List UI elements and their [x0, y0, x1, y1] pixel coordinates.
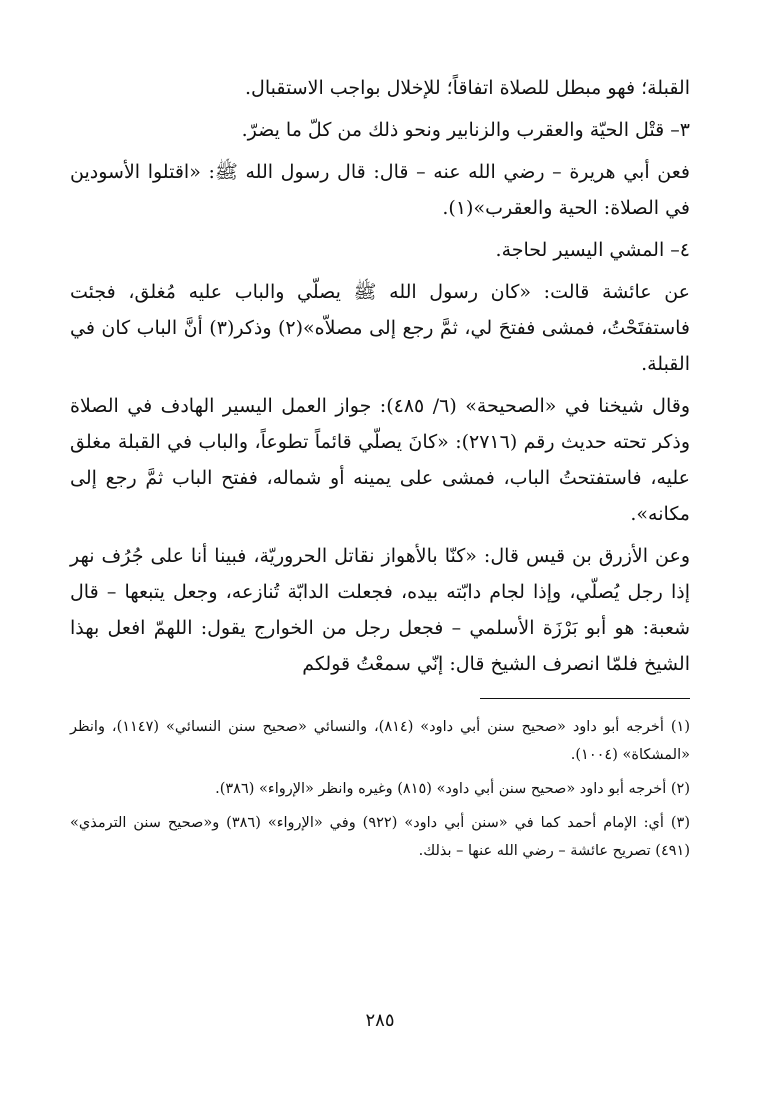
- paragraph-abu-hurairah-hadith: فعن أبي هريرة – رضي الله عنه – قال: قال رسول الله ﷺ: «اقتلوا الأسودين في الصلاة: الحية والعقرب»(١).: [70, 161, 690, 219]
- main-text: [70, 70, 690, 682]
- footnote-divider: [480, 698, 690, 699]
- footnotes: [70, 713, 690, 865]
- footnote-3: (٣) أي: الإمام أحمد كما في «سنن أبي داود» (٩٢٢) وفي «الإرواء» (٣٨٦) و«صحيح سنن الترمذي» (٤٩١) تصريح عائشة – رضي الله عنها – بذلك.: [70, 815, 690, 859]
- footnote-2: (٢) أخرجه أبو داود «صحيح سنن أبي داود» (٨١٥) وغيره وانظر «الإرواء» (٣٨٦).: [215, 781, 690, 797]
- paragraph-item-4-heading: ٤– المشي اليسير لحاجة.: [495, 239, 690, 261]
- paragraph-aisha-hadith: عن عائشة قالت: «كان رسول الله ﷺ يصلّي والباب عليه مُغلق، فجئت فاستفتَحْتُ، فمشى ففتحَ لي، ثمَّ رجع إلى مصلاّه»(٢) وذكر(٣) أنَّ الباب كان في القبلة.: [70, 281, 690, 375]
- paragraph-qibla-continuation: القبلة؛ فهو مبطل للصلاة اتفاقاً؛ للإخلال بواجب الاستقبال.: [244, 77, 690, 99]
- page-number: ٢٨٥: [365, 1010, 395, 1031]
- footnote-1: (١) أخرجه أبو داود «صحيح سنن أبي داود» (٨١٤)، والنسائي «صحيح سنن النسائي» (١١٤٧)، وانظر «المشكاة» (١٠٠٤).: [70, 719, 690, 763]
- paragraph-azraq-hadith: وعن الأزرق بن قيس قال: «كنّا بالأهواز نقاتل الحروريّة، فبينا أنا على جُرُف نهر إذا رجل يُصلّي، وإذا لجام دابّته بيده، فجعلت الدابّة تُنازعه، وجعل يتبعها – قال شعبة: هو أبو بَرْزَة الأسلمي – فجعل رجل من الخوارج يقول: اللهمّ افعل بهذا الشيخ فلمّا انصرف الشيخ قال: إنّي سمعْتُ قولكم: [70, 545, 690, 675]
- page-content: [70, 70, 690, 871]
- paragraph-item-3-heading: ٣– قتْل الحيّة والعقرب والزنابير ونحو ذلك من كلّ ما يضرّ.: [241, 119, 690, 141]
- paragraph-shaykh-sahihah: وقال شيخنا في «الصحيحة» (٦/ ٤٨٥): جواز العمل اليسير الهادف في الصلاة وذكر تحته حديث رقم (٢٧١٦): «كانَ يصلّي قائماً تطوعاً، والباب في القبلة مغلق عليه، فاستفتحتُ الباب، فمشى على يمينه أو شماله، ففتح الباب ثمَّ رجع إلى مكانه».: [70, 395, 690, 525]
